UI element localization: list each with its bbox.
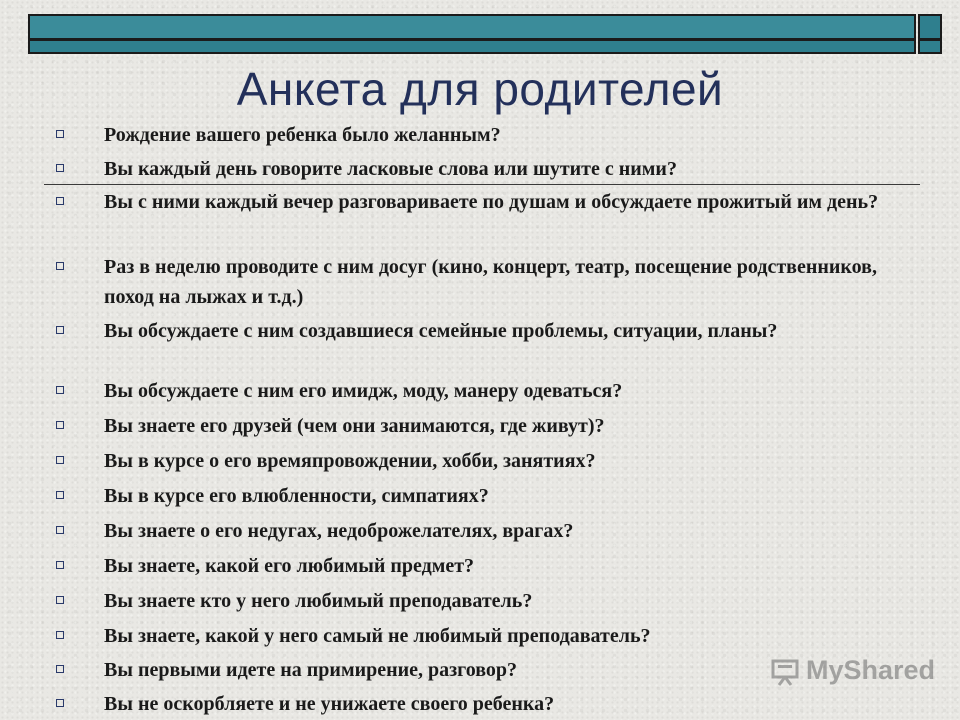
question-text: Вы в курсе о его времяпровождении, хобби, занятиях?	[104, 450, 596, 472]
square-bullet-icon	[56, 262, 64, 270]
slide-title: Анкета для родителей	[236, 63, 724, 115]
square-bullet-icon	[56, 699, 64, 707]
square-bullet-icon	[56, 491, 64, 499]
square-bullet-icon	[56, 164, 64, 172]
question-text: Вы обсуждаете с ним создавшиеся семейные проблемы, ситуации, планы?	[104, 320, 778, 342]
list-item	[50, 516, 910, 546]
watermark-logo	[770, 655, 935, 686]
question-text: Раз в неделю проводите с ним досуг (кино, концерт, театр, посещение родственников, поход на лыжах и т.д.)	[104, 256, 877, 308]
question-text: Вы не оскорбляете и не унижаете своего ребенка?	[104, 693, 555, 715]
square-bullet-icon	[56, 561, 64, 569]
header-corner-split	[920, 38, 940, 41]
list-item	[50, 689, 910, 719]
square-bullet-icon	[56, 386, 64, 394]
square-bullet-icon	[56, 456, 64, 464]
list-item	[50, 120, 910, 150]
square-bullet-icon	[56, 596, 64, 604]
square-bullet-icon	[56, 421, 64, 429]
square-bullet-icon	[56, 197, 64, 205]
question-text: Вы знаете, какой его любимый предмет?	[104, 555, 475, 577]
question-text: Вы обсуждаете с ним его имидж, моду, манеру одеваться?	[104, 380, 623, 402]
square-bullet-icon	[56, 130, 64, 138]
list-item	[50, 187, 910, 217]
list-item	[50, 252, 910, 312]
question-text: Вы в курсе его влюбленности, симпатиях?	[104, 485, 489, 507]
square-bullet-icon	[56, 665, 64, 673]
square-bullet-icon	[56, 631, 64, 639]
watermark-text: MyShared	[806, 655, 936, 685]
list-item	[50, 446, 910, 476]
presentation-board-icon	[770, 656, 800, 686]
question-text: Вы с ними каждый вечер разговариваете по душам и обсуждаете прожитый им день?	[104, 191, 879, 213]
divider-line	[44, 184, 920, 185]
list-item	[50, 376, 910, 406]
list-item	[50, 411, 910, 441]
list-item	[50, 551, 910, 581]
list-item	[50, 154, 910, 184]
header-bar-stripe	[30, 16, 914, 41]
list-item	[50, 621, 910, 651]
header-bar	[28, 14, 916, 54]
question-text: Вы знаете его друзей (чем они занимаются, где живут)?	[104, 415, 605, 437]
list-item	[50, 586, 910, 616]
question-text: Вы знаете, какой у него самый не любимый преподаватель?	[104, 625, 651, 647]
list-item	[50, 316, 910, 346]
square-bullet-icon	[56, 526, 64, 534]
question-text: Вы каждый день говорите ласковые слова или шутите с ними?	[104, 158, 677, 180]
question-text: Вы первыми идете на примирение, разговор?	[104, 659, 518, 681]
question-text: Вы знаете о его недугах, недоброжелателях, врагах?	[104, 520, 574, 542]
square-bullet-icon	[56, 326, 64, 334]
question-text: Рождение вашего ребенка было желанным?	[104, 124, 501, 146]
list-item	[50, 481, 910, 511]
header-corner-box	[918, 14, 942, 54]
question-text: Вы знаете кто у него любимый преподаватель?	[104, 590, 533, 612]
